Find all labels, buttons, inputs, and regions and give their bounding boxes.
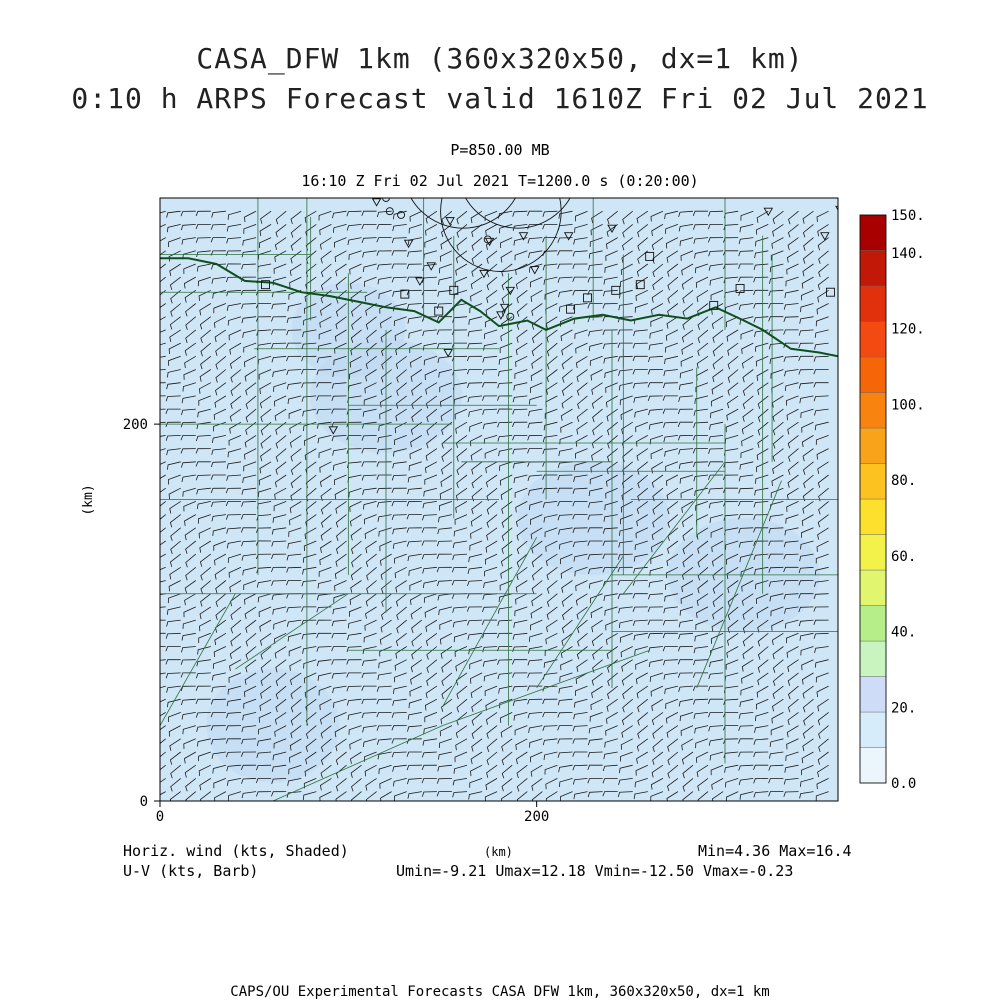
station-triangle [350,56,358,63]
station-triangle [589,186,597,193]
station-triangle [559,127,567,134]
colorbar-swatch [860,357,886,393]
colorbar [860,208,925,792]
colorbar-label: 80. [891,473,917,490]
valid-time: 16:10 Z Fri 02 Jul 2021 T=1200.0 s (0:20:00) [301,172,699,190]
uv-stats: Umin=-9.21 Umax=12.18 Vmin=-12.50 Vmax=-0.23 [396,862,794,880]
station-triangle [770,95,778,102]
station-triangle [544,152,552,159]
y-tick-label: 200 [122,417,148,434]
y-tick-label: 0 [139,794,148,810]
station-triangle [631,142,639,149]
radar-ring [326,70,447,191]
colorbar-label: 120. [891,321,925,338]
station-circle [373,34,380,41]
station-triangle [363,0,371,4]
colorbar-swatch [860,215,886,251]
colorbar-swatch [860,606,886,642]
station-circle [663,19,670,26]
x-axis-label: (km) [484,845,513,859]
station-circle [439,61,446,68]
colorbar-swatch [860,428,886,464]
shaded-label: Horiz. wind (kts, Shaded) [123,842,349,860]
station-circle [435,129,442,136]
station-triangle [465,57,473,64]
colorbar-swatch [860,748,886,784]
colorbar-label: 0.0 [891,776,917,792]
station-circle [424,117,431,124]
station-triangle [484,161,492,168]
station-triangle [587,31,595,38]
colorbar-label: 60. [891,548,917,565]
station-circle [337,38,344,45]
colorbar-label: 150. [891,208,925,224]
credit-line: CAPS/OU Experimental Forecasts CASA DFW 1km, 360x320x50, dx=1 km [230,984,770,1000]
station-triangle [531,122,539,129]
colorbar-label: 140. [891,245,925,262]
station-triangle [395,84,403,91]
colorbar-label: 100. [891,397,925,414]
colorbar-swatch [860,499,886,535]
x-tick-label: 200 [524,809,550,825]
station-triangle [514,0,522,2]
colorbar-swatch [860,322,886,358]
colorbar-swatch [860,286,886,322]
station-circle [426,144,433,151]
x-tick-label: 0 [155,809,165,825]
station-circle [460,113,467,120]
station-triangle [414,129,422,136]
station-triangle [265,105,273,112]
colorbar-label: 40. [891,624,917,641]
station-triangle [629,161,637,168]
colorbar-swatch [860,393,886,429]
station-triangle [433,22,441,29]
radar-ring [409,60,530,181]
station-triangle [459,150,467,157]
station-circle [454,98,461,105]
min-max: Min=4.36 Max=16.4 [698,842,852,860]
station-triangle [380,99,388,106]
colorbar-label: 20. [891,700,917,717]
station-triangle [514,76,522,83]
station-triangle [674,138,682,145]
station-triangle [584,123,592,130]
colorbar-swatch [860,251,886,287]
colorbar-swatch [860,712,886,748]
colorbar-swatch [860,641,886,677]
station-circle [512,59,519,66]
station-circle [222,153,229,160]
pressure-level: P=850.00 MB [450,141,550,159]
y-axis-label: (km) [81,484,96,516]
station-triangle [397,50,405,57]
colorbar-swatch [860,535,886,571]
station-triangle [568,93,576,100]
shade-patch [207,669,340,783]
colorbar-swatch [860,570,886,606]
chart-subtitle: 0:10 h ARPS Forecast valid 1610Z Fri 02 Jul 2021 [71,82,929,115]
station-circle [447,166,454,173]
station-triangle [855,182,863,189]
barb-label: U-V (kts, Barb) [123,862,259,880]
chart-title: CASA_DFW 1km (360x320x50, dx=1 km) [196,42,804,75]
station-circle [426,34,433,41]
colorbar-swatch [860,464,886,500]
colorbar-swatch [860,677,886,713]
station-triangle [617,148,625,155]
